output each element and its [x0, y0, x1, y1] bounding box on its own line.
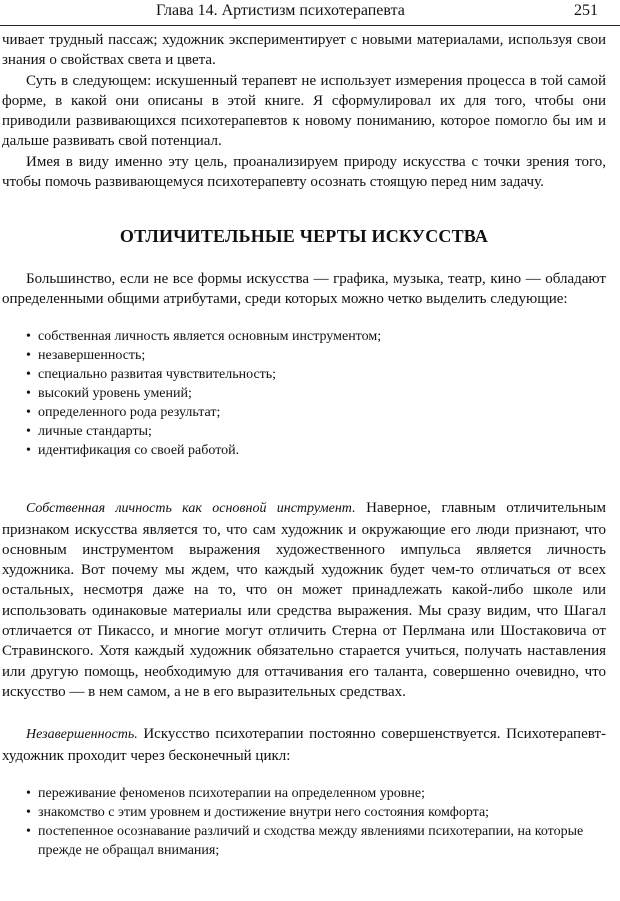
paragraph-continued: чивает трудный пассаж; художник экспериментирует с новыми материалами, используя свои знания о свойствах света и цвета.: [2, 32, 606, 69]
list-item: • знакомство с этим уровнем и достижение внутри него состояния комфорта;: [26, 803, 606, 822]
paragraph-text: Наверное, главным отличительным признаком искусства является то, что сам художник и окружающие его люди признают, что основным инструментом выражения художественного импульса является личность художника. Вот почему мы ждем, что каждый художник будет чем-то отличаться от всех остальных, несмотря даже на то, что он может принадлежать какой-либо школе или использовать одинаковые материалы или средства выражения. Мы сразу видим, что Шагал отличается от Пикассо, и многие могут отличить Стерна от Перлмана или Шостаковича от Стравинского. Хотя каждый художник обязательно старается учиться, получать наставления или другую помощь, необходимую для оттачивания его таланта, совершенно очевидно, что искусство — в нем самом, а не в его выразительных средствах.: [2, 500, 606, 700]
running-title: Глава 14. Артистизм психотерапевта: [156, 2, 405, 19]
runin-heading: Собственная личность как основной инструмент.: [26, 501, 356, 517]
cycle-list: [2, 784, 606, 860]
paragraph-incompleteness: [2, 724, 606, 766]
list-item: • определенного рода результат;: [26, 403, 606, 422]
spacer: [2, 702, 606, 724]
list-item: • постепенное осознавание различий и сходства между явлениями психотерапии, на которые прежде не обращал внимания;: [26, 822, 606, 860]
runin-heading: Незавершенность.: [26, 727, 138, 743]
list-item: • незавершенность;: [26, 346, 606, 365]
header-rule: [0, 25, 620, 26]
list-item: • специально развитая чувствительность;: [26, 365, 606, 384]
intro-paragraph: Большинство, если не все формы искусства — графика, музыка, театр, кино — обладают определенными общими атрибутами, среди которых можно четко выделить следующие:: [2, 270, 606, 307]
paragraph-text: Искусство психотерапии постоянно совершенствуется. Психотерапевт-художник проходит через бесконечный цикл:: [2, 726, 606, 764]
page-number: 251: [574, 2, 598, 19]
spacer: [2, 460, 606, 498]
list-item: • идентификация со своей работой.: [26, 441, 606, 460]
paragraph: Имея в виду именно эту цель, проанализируем природу искусства с точки зрения того, чтобы помочь развивающемуся психотерапевту осознать стоящую перед ним задачу.: [2, 153, 606, 191]
list-item: • переживание феноменов психотерапии на определенном уровне;: [26, 784, 606, 803]
spacer: [2, 766, 606, 784]
attribute-list: [2, 327, 606, 460]
spacer: [2, 309, 606, 327]
paragraph-personality: [2, 498, 606, 702]
list-item: • собственная личность является основным инструментом;: [26, 327, 606, 346]
body-text: [2, 30, 606, 860]
running-head: [0, 0, 620, 24]
section-heading: ОТЛИЧИТЕЛЬНЫЕ ЧЕРТЫ ИСКУССТВА: [119, 226, 489, 247]
paragraph: Суть в следующем: искушенный терапевт не использует измерения процесса в той самой форме, в какой они описаны в этой книге. Я сформулировал их для того, чтобы они приводили развивающихся психотерапевтов к новому пониманию, которое помогло бы им и дальше развивать свой потенциал.: [2, 72, 606, 150]
list-item: • высокий уровень умений;: [26, 384, 606, 403]
list-item: • личные стандарты;: [26, 422, 606, 441]
